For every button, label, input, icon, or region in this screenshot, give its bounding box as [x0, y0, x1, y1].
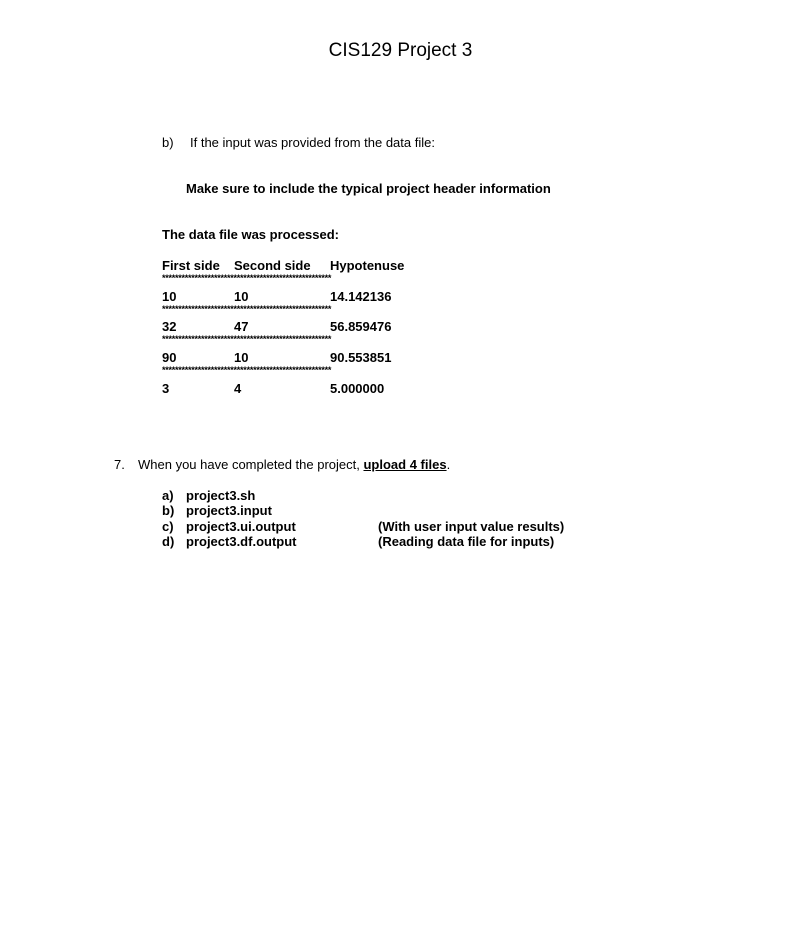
table-row-1-first: 10 — [162, 289, 177, 304]
upload-files-text: upload 4 files — [363, 457, 447, 472]
file-marker-b: b) — [162, 503, 175, 518]
table-row-3-hypotenuse: 90.553851 — [330, 350, 392, 365]
step-7-text — [138, 457, 450, 473]
output-heading: The data file was processed: — [162, 227, 340, 242]
separator-line: **************************************************** — [162, 274, 332, 283]
table-row-3-second: 10 — [234, 350, 249, 365]
separator-line: **************************************************** — [162, 335, 332, 344]
file-name-b: project3.input — [186, 503, 272, 518]
table-row-4-first: 3 — [162, 381, 170, 396]
file-name-d: project3.df.output — [186, 534, 297, 549]
table-row-2-second: 47 — [234, 319, 249, 334]
section-b-marker: b) — [162, 135, 174, 150]
table-row-1-hypotenuse: 14.142136 — [330, 289, 392, 304]
step-7-text-after: . — [446, 457, 451, 472]
file-marker-d: d) — [162, 534, 175, 549]
table-row-2-hypotenuse: 56.859476 — [330, 319, 392, 334]
column-header-first-side: First side — [162, 258, 220, 273]
file-note-d: (Reading data file for inputs) — [378, 534, 555, 549]
step-7-number: 7. — [114, 457, 125, 472]
table-row-3-first: 90 — [162, 350, 177, 365]
table-row-2-first: 32 — [162, 319, 177, 334]
section-b-text: If the input was provided from the data file: — [190, 135, 435, 150]
step-7-text-before: When you have completed the project, — [138, 457, 360, 472]
file-marker-c: c) — [162, 519, 174, 534]
file-name-c: project3.ui.output — [186, 519, 296, 534]
header-note: Make sure to include the typical project header information — [186, 181, 551, 196]
separator-line: **************************************************** — [162, 366, 332, 375]
column-header-second-side: Second side — [234, 258, 311, 273]
file-note-c: (With user input value results) — [378, 519, 565, 534]
page-title: CIS129 Project 3 — [328, 40, 473, 61]
table-row-4-hypotenuse: 5.000000 — [330, 381, 385, 396]
table-row-4-second: 4 — [234, 381, 242, 396]
file-marker-a: a) — [162, 488, 174, 503]
separator-line: **************************************************** — [162, 305, 332, 314]
column-header-hypotenuse: Hypotenuse — [330, 258, 405, 273]
table-row-1-second: 10 — [234, 289, 249, 304]
file-name-a: project3.sh — [186, 488, 256, 503]
